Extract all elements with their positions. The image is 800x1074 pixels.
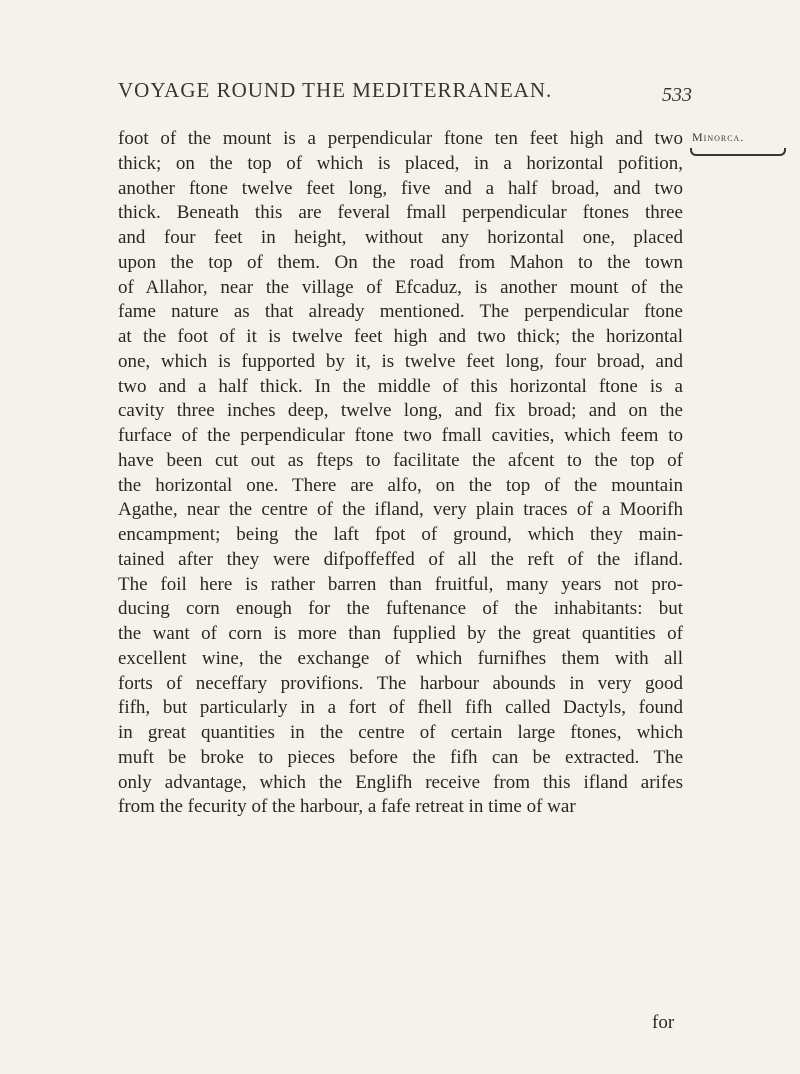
text-line: only advantage, which the Englifh receive from this ifland arifes: [118, 771, 683, 793]
text-line: tained after they were difpoffeffed of all the reft of the ifland.: [118, 548, 683, 570]
margin-note: Minorca.: [692, 130, 745, 144]
text-line: and four feet in height, without any horizontal one, placed: [118, 227, 683, 248]
text-line: have been cut out as fteps to facilitate the afcent to the top of: [118, 449, 683, 471]
text-line: The foil here is rather barren than fruitful, many years not pro-: [118, 573, 683, 595]
text-line: two and a half thick. In the middle of this horizontal ftone is a: [118, 375, 683, 397]
text-line: encampment; being the laft fpot of ground, which they main-: [118, 524, 683, 545]
margin-brace: [690, 148, 786, 156]
catchword: for: [652, 1012, 675, 1033]
text-line: fifh, but particularly in a fort of fhell fifh called Dactyls, found: [118, 697, 683, 719]
text-line: in great quantities in the centre of certain large ftones, which: [118, 722, 683, 743]
body-text: [118, 127, 683, 820]
text-line: thick; on the top of which is placed, in a horizontal pofition,: [118, 152, 683, 174]
text-line: ducing corn enough for the fuftenance of the inhabitants: but: [118, 598, 683, 620]
text-line: another ftone twelve feet long, five and a half broad, and two: [118, 177, 683, 199]
text-line: from the fecurity of the harbour, a fafe retreat in time of war: [118, 796, 576, 818]
text-line: Agathe, near the centre of the ifland, very plain traces of a Moorifh: [118, 499, 683, 521]
text-line: excellent wine, the exchange of which furnifhes them with all: [118, 647, 683, 669]
text-line: thick. Beneath this are feveral fmall perpendicular ftones three: [118, 202, 683, 224]
text-line: forts of neceffary provifions. The harbour abounds in very good: [118, 672, 683, 694]
text-line: at the foot of it is twelve feet high and two thick; the horizontal: [118, 326, 683, 347]
text-line: fame nature as that already mentioned. The perpendicular ftone: [118, 301, 683, 323]
text-line: one, which is fupported by it, is twelve feet long, four broad, and: [118, 350, 683, 372]
text-line: foot of the mount is a perpendicular ftone ten feet high and two: [118, 128, 683, 149]
text-line: muft be broke to pieces before the fifh can be extracted. The: [118, 746, 683, 768]
text-line: upon the top of them. On the road from Mahon to the town: [118, 251, 683, 273]
text-line: the horizontal one. There are alfo, on the top of the mountain: [118, 474, 683, 496]
text-line: cavity three inches deep, twelve long, and fix broad; and on the: [118, 400, 683, 422]
text-line: of Allahor, near the village of Efcaduz, is another mount of the: [118, 276, 683, 298]
text-line: furface of the perpendicular ftone two fmall cavities, which feem to: [118, 425, 683, 446]
running-head: VOYAGE ROUND THE MEDITERRANEAN.: [118, 78, 553, 102]
text-line: the want of corn is more than fupplied by the great quantities of: [118, 623, 683, 644]
page-number: 533: [662, 84, 692, 106]
